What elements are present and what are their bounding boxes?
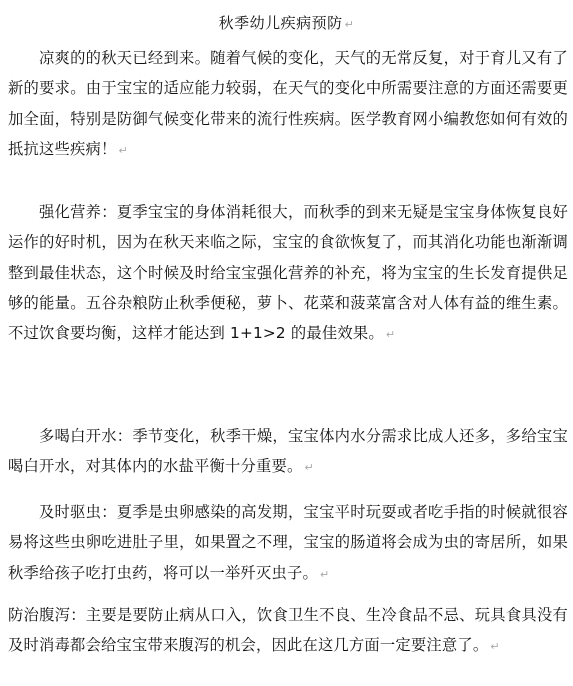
paragraph-mark-icon: ↵ bbox=[319, 567, 330, 581]
paragraph-mark-icon: ↵ bbox=[118, 143, 128, 157]
diarrhea-text: 防治腹泻：主要是要防止病从口入，饮食卫生不良、生冷食品不忌、玩具食具没有及时消毒都会给宝宝带来腹泻的机会，因此在这几方面一定要注意了。 bbox=[8, 606, 568, 655]
paragraph-mark-icon: ↵ bbox=[385, 328, 396, 342]
paragraph-mark-icon: ↵ bbox=[490, 640, 500, 654]
water-paragraph bbox=[8, 421, 568, 484]
nutrition-paragraph bbox=[8, 197, 568, 350]
diarrhea-paragraph bbox=[8, 600, 568, 663]
water-text: 多喝白开水：季节变化，秋季干燥，宝宝体内水分需求比成人还多，多给宝宝喝白开水，对其体内的水盐平衡十分重要。 bbox=[8, 427, 568, 476]
title-text: 秋季幼儿疾病预防 bbox=[218, 14, 343, 32]
paragraph-mark-icon: ↵ bbox=[344, 18, 355, 31]
nutrition-text: 强化营养：夏季宝宝的身体消耗很大，而秋季的到来无疑是宝宝身体恢复良好运作的好时机，因为在秋天来临之际，宝宝的食欲恢复了，而其消化功能也渐渐调整到最佳状态，这个时候及时给宝宝强化营养的补充，将为宝宝的生长发育提供足够的能量。五谷杂粮防止秋季便秘，萝卜、花菜和菠菜富含对人体有益的维生素。不过饮食要均衡，这样才能达到 1+1>2 的最佳效果。 bbox=[8, 203, 568, 343]
paragraph-mark-icon: ↵ bbox=[304, 461, 314, 475]
intro-paragraph bbox=[8, 43, 568, 166]
deworming-paragraph bbox=[8, 497, 568, 590]
intro-text: 凉爽的的秋天已经到来。随着气候的变化，天气的无常反复，对于育儿又有了新的要求。由于宝宝的适应能力较弱，在天气的变化中所需要注意的方面还需要更加全面，特别是防御气候变化带来的流行性疾病。医学教育网小编教您如何有效的抵抗这些疾病！ bbox=[8, 49, 568, 158]
deworming-text: 及时驱虫：夏季是虫卵感染的高发期，宝宝平时玩耍或者吃手指的时候就很容易将这些虫卵吃进肚子里，如果置之不理，宝宝的肠道将会成为虫的寄居所，如果秋季给孩子吃打虫药，将可以一举歼灭虫子。 bbox=[8, 503, 568, 582]
document-title bbox=[0, 13, 573, 35]
